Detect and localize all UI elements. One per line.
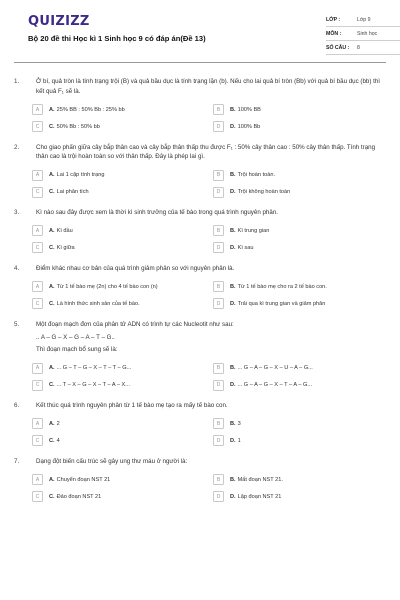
option-letter: D. [230,123,236,130]
answer-option[interactable] [32,225,213,237]
option-letter: A. [49,476,55,483]
option-letter: A. [49,106,55,113]
answer-options [14,225,386,254]
question-text: Một đoạn mạch đơn của phân tử ADN có trình tự các Nucleotit như sau: [36,320,234,328]
answer-option[interactable] [32,362,213,374]
option-letter: B. [230,227,236,234]
answer-option[interactable] [32,491,213,503]
option-checkbox[interactable]: D [213,435,224,446]
question-text: Kì nào sau đây được xem là thời kì sinh trưởng của tế bào trong quá trình nguyên phân. [36,209,278,217]
question-number: 2. [14,143,20,151]
option-letter: A. [49,420,55,427]
option-checkbox[interactable]: D [213,491,224,502]
answer-option[interactable] [32,474,213,486]
question-number: 6. [14,402,20,410]
option-letter: C. [49,189,55,196]
question-text: Kết thúc quá trình nguyên phân từ 1 tế bào mẹ tạo ra mấy tế bào con. [36,402,228,410]
option-text: Lặp đoạn NST 21 [237,493,282,500]
option-text: 3 [237,420,241,427]
answer-option[interactable] [32,242,213,254]
option-letter: B. [230,283,236,290]
option-checkbox[interactable]: B [213,104,224,115]
option-letter: D. [230,437,236,444]
option-checkbox[interactable]: C [32,380,43,391]
option-letter: A. [49,227,55,234]
option-text: 50% Bb : 50% bb [56,123,100,130]
option-text: Kì sau [237,244,254,251]
question-list [14,77,386,503]
meta-row-class [326,13,400,27]
option-letter: C. [49,123,55,130]
answer-option[interactable] [213,491,394,503]
option-text: Kì giữa [56,244,75,251]
answer-option[interactable] [213,242,394,254]
option-letter: B. [230,476,236,483]
answer-options [14,104,386,133]
worksheet-header [14,0,386,62]
answer-option[interactable] [213,104,394,116]
option-letter: D. [230,244,236,251]
option-text: Là hình thức sinh sản của tế bào. [56,300,140,307]
option-letter: A. [49,365,55,372]
question-number: 1. [14,78,20,85]
answer-option[interactable] [213,298,394,310]
option-text: ... G – A – G – X – T – A – G... [237,382,313,389]
question-extra-line: Thì đoạn mạch bổ sung sẽ là: [36,346,118,354]
question-stem [14,320,386,330]
answer-options [14,418,386,447]
option-letter: C. [49,300,55,307]
option-letter: B. [230,172,236,179]
option-checkbox[interactable]: B [213,225,224,236]
option-text: ... G – T – G – X – T – T – G... [56,365,132,372]
option-text: 2 [56,420,60,427]
option-text: Kì trung gian [237,227,270,234]
option-text: 1 [237,437,241,444]
question-stem [14,143,386,163]
header-divider [14,62,386,63]
option-checkbox[interactable]: C [32,242,43,253]
option-checkbox[interactable]: D [213,121,224,132]
meta-value: Sinh học [357,30,378,37]
option-text: Từ 1 tế bào mẹ (2n) cho 4 tế bào con (n) [56,283,158,290]
option-letter: B. [230,420,236,427]
option-checkbox[interactable]: C [32,298,43,309]
option-checkbox[interactable]: C [32,491,43,502]
option-text: 100% BB [237,106,261,113]
question-text: Ở bí, quả tròn là tính trạng trội (B) và quả bầu dục là tính trạng lặn (b). Nếu cho lai quả bí tròn (Bb) với quả bí bầu dục (bb) thì kết quả F₁ sẽ là. [36,78,381,95]
answer-options [14,281,386,310]
question-stem [14,208,386,218]
question-number: 5. [14,320,20,328]
option-checkbox[interactable]: C [32,187,43,198]
option-checkbox[interactable]: D [213,298,224,309]
answer-option[interactable] [32,281,213,293]
answer-option[interactable] [32,298,213,310]
answer-options [14,169,386,198]
answer-option[interactable] [213,225,394,237]
question-number: 7. [14,457,20,465]
answer-option[interactable] [213,186,394,198]
option-text: Lai 1 cặp tính trạng [56,172,105,179]
question-text: Dạng đột biến cấu trúc sẽ gây ung thư máu ở người là: [36,457,188,465]
option-checkbox[interactable]: A [32,281,43,292]
option-checkbox[interactable]: B [213,363,224,374]
meta-label: MÔN : [326,30,342,37]
question-stem [14,457,386,467]
option-checkbox[interactable]: A [32,225,43,236]
question-block [14,320,386,391]
answer-option[interactable] [32,379,213,391]
question-stem [14,264,386,274]
answer-option[interactable] [32,121,213,133]
option-letter: A. [49,172,55,179]
question-block [14,77,386,133]
option-text: Trội không hoàn toàn [237,189,291,196]
meta-label: LỚP : [326,16,341,23]
option-letter: B. [230,106,236,113]
answer-options [14,362,386,391]
option-checkbox[interactable]: B [213,474,224,485]
option-checkbox[interactable]: A [32,474,43,485]
answer-option[interactable] [213,418,394,430]
meta-value: Lớp 9 [357,16,371,23]
option-checkbox[interactable]: B [213,418,224,429]
option-letter: D. [230,300,236,307]
answer-option[interactable] [32,418,213,430]
meta-row-subject [326,27,400,41]
option-checkbox[interactable]: A [32,104,43,115]
option-letter: B. [230,365,236,372]
question-block [14,143,386,199]
answer-option[interactable] [213,169,394,181]
answer-option[interactable] [32,104,213,116]
question-block [14,208,386,254]
answer-option[interactable] [32,435,213,447]
answer-option[interactable] [213,121,394,133]
option-text: Đảo đoạn NST 21 [56,493,102,500]
option-letter: D. [230,382,236,389]
option-letter: D. [230,493,236,500]
meta-table [326,13,400,55]
answer-option[interactable] [213,281,394,293]
question-number: 4. [14,264,20,272]
option-text: 25% BB : 50% Bb : 25% bb [56,106,125,113]
question-stem [14,77,386,97]
answer-option[interactable] [32,169,213,181]
option-text: Trải qua kì trung gian và giảm phân [237,300,326,307]
question-stem [14,401,386,411]
question-number: 3. [14,209,20,217]
question-text: Cho giao phấn giữa cây bắp thân cao và cây bắp thân thấp thu được F₁ : 50% cây thân cao : 50% cây thân thấp. Tính trạng thân cao là trội hoàn toàn so với thân thấp. Đây là phép lai gì. [36,143,376,161]
option-letter: C. [49,244,55,251]
quizizz-logo: QUIZIZZ [28,14,90,29]
question-block [14,457,386,503]
option-checkbox[interactable]: B [213,281,224,292]
option-checkbox[interactable]: C [32,121,43,132]
option-checkbox[interactable]: B [213,170,224,181]
option-checkbox[interactable]: A [32,363,43,374]
option-checkbox[interactable]: A [32,418,43,429]
option-text: 100% Bb [237,123,261,130]
answer-option[interactable] [32,186,213,198]
option-text: Từ 1 tế bào mẹ cho ra 2 tế bào con. [237,283,327,290]
option-letter: A. [49,283,55,290]
question-text: Điểm khác nhau cơ bản của quá trình giảm phân so với nguyên phân là. [36,264,235,272]
option-checkbox[interactable]: D [213,242,224,253]
option-checkbox[interactable]: D [213,380,224,391]
answer-option[interactable] [213,362,394,374]
option-letter: C. [49,493,55,500]
option-checkbox[interactable]: D [213,187,224,198]
option-text: 4 [56,437,60,444]
meta-value: 8 [357,44,360,51]
option-text: Mất đoạn NST 21. [237,476,283,483]
option-text: ... G – A – G – X – U – A – G... [237,365,313,372]
answer-option[interactable] [213,435,394,447]
option-letter: C. [49,382,55,389]
meta-label: SỐ CÂU : [326,44,350,51]
option-text: Trội hoàn toàn. [237,172,276,179]
option-checkbox[interactable]: A [32,170,43,181]
option-text: Kì đầu [56,227,73,234]
option-text: ... T – X – G – X – T – A – X... [56,382,130,389]
answer-option[interactable] [213,474,394,486]
option-checkbox[interactable]: C [32,435,43,446]
meta-row-count [326,41,400,55]
question-block [14,401,386,447]
option-text: Lai phân tích [56,189,89,196]
answer-options [14,474,386,503]
option-letter: D. [230,189,236,196]
worksheet-title: Bộ 20 đề thi Học kì 1 Sinh học 9 có đáp án(Đề 13) [28,34,206,43]
answer-option[interactable] [213,379,394,391]
question-block [14,264,386,310]
question-extra-line: .. A – G – X – G – A – T – G.. [36,333,115,341]
option-text: Chuyển đoạn NST 21 [56,476,111,483]
option-letter: C. [49,437,55,444]
